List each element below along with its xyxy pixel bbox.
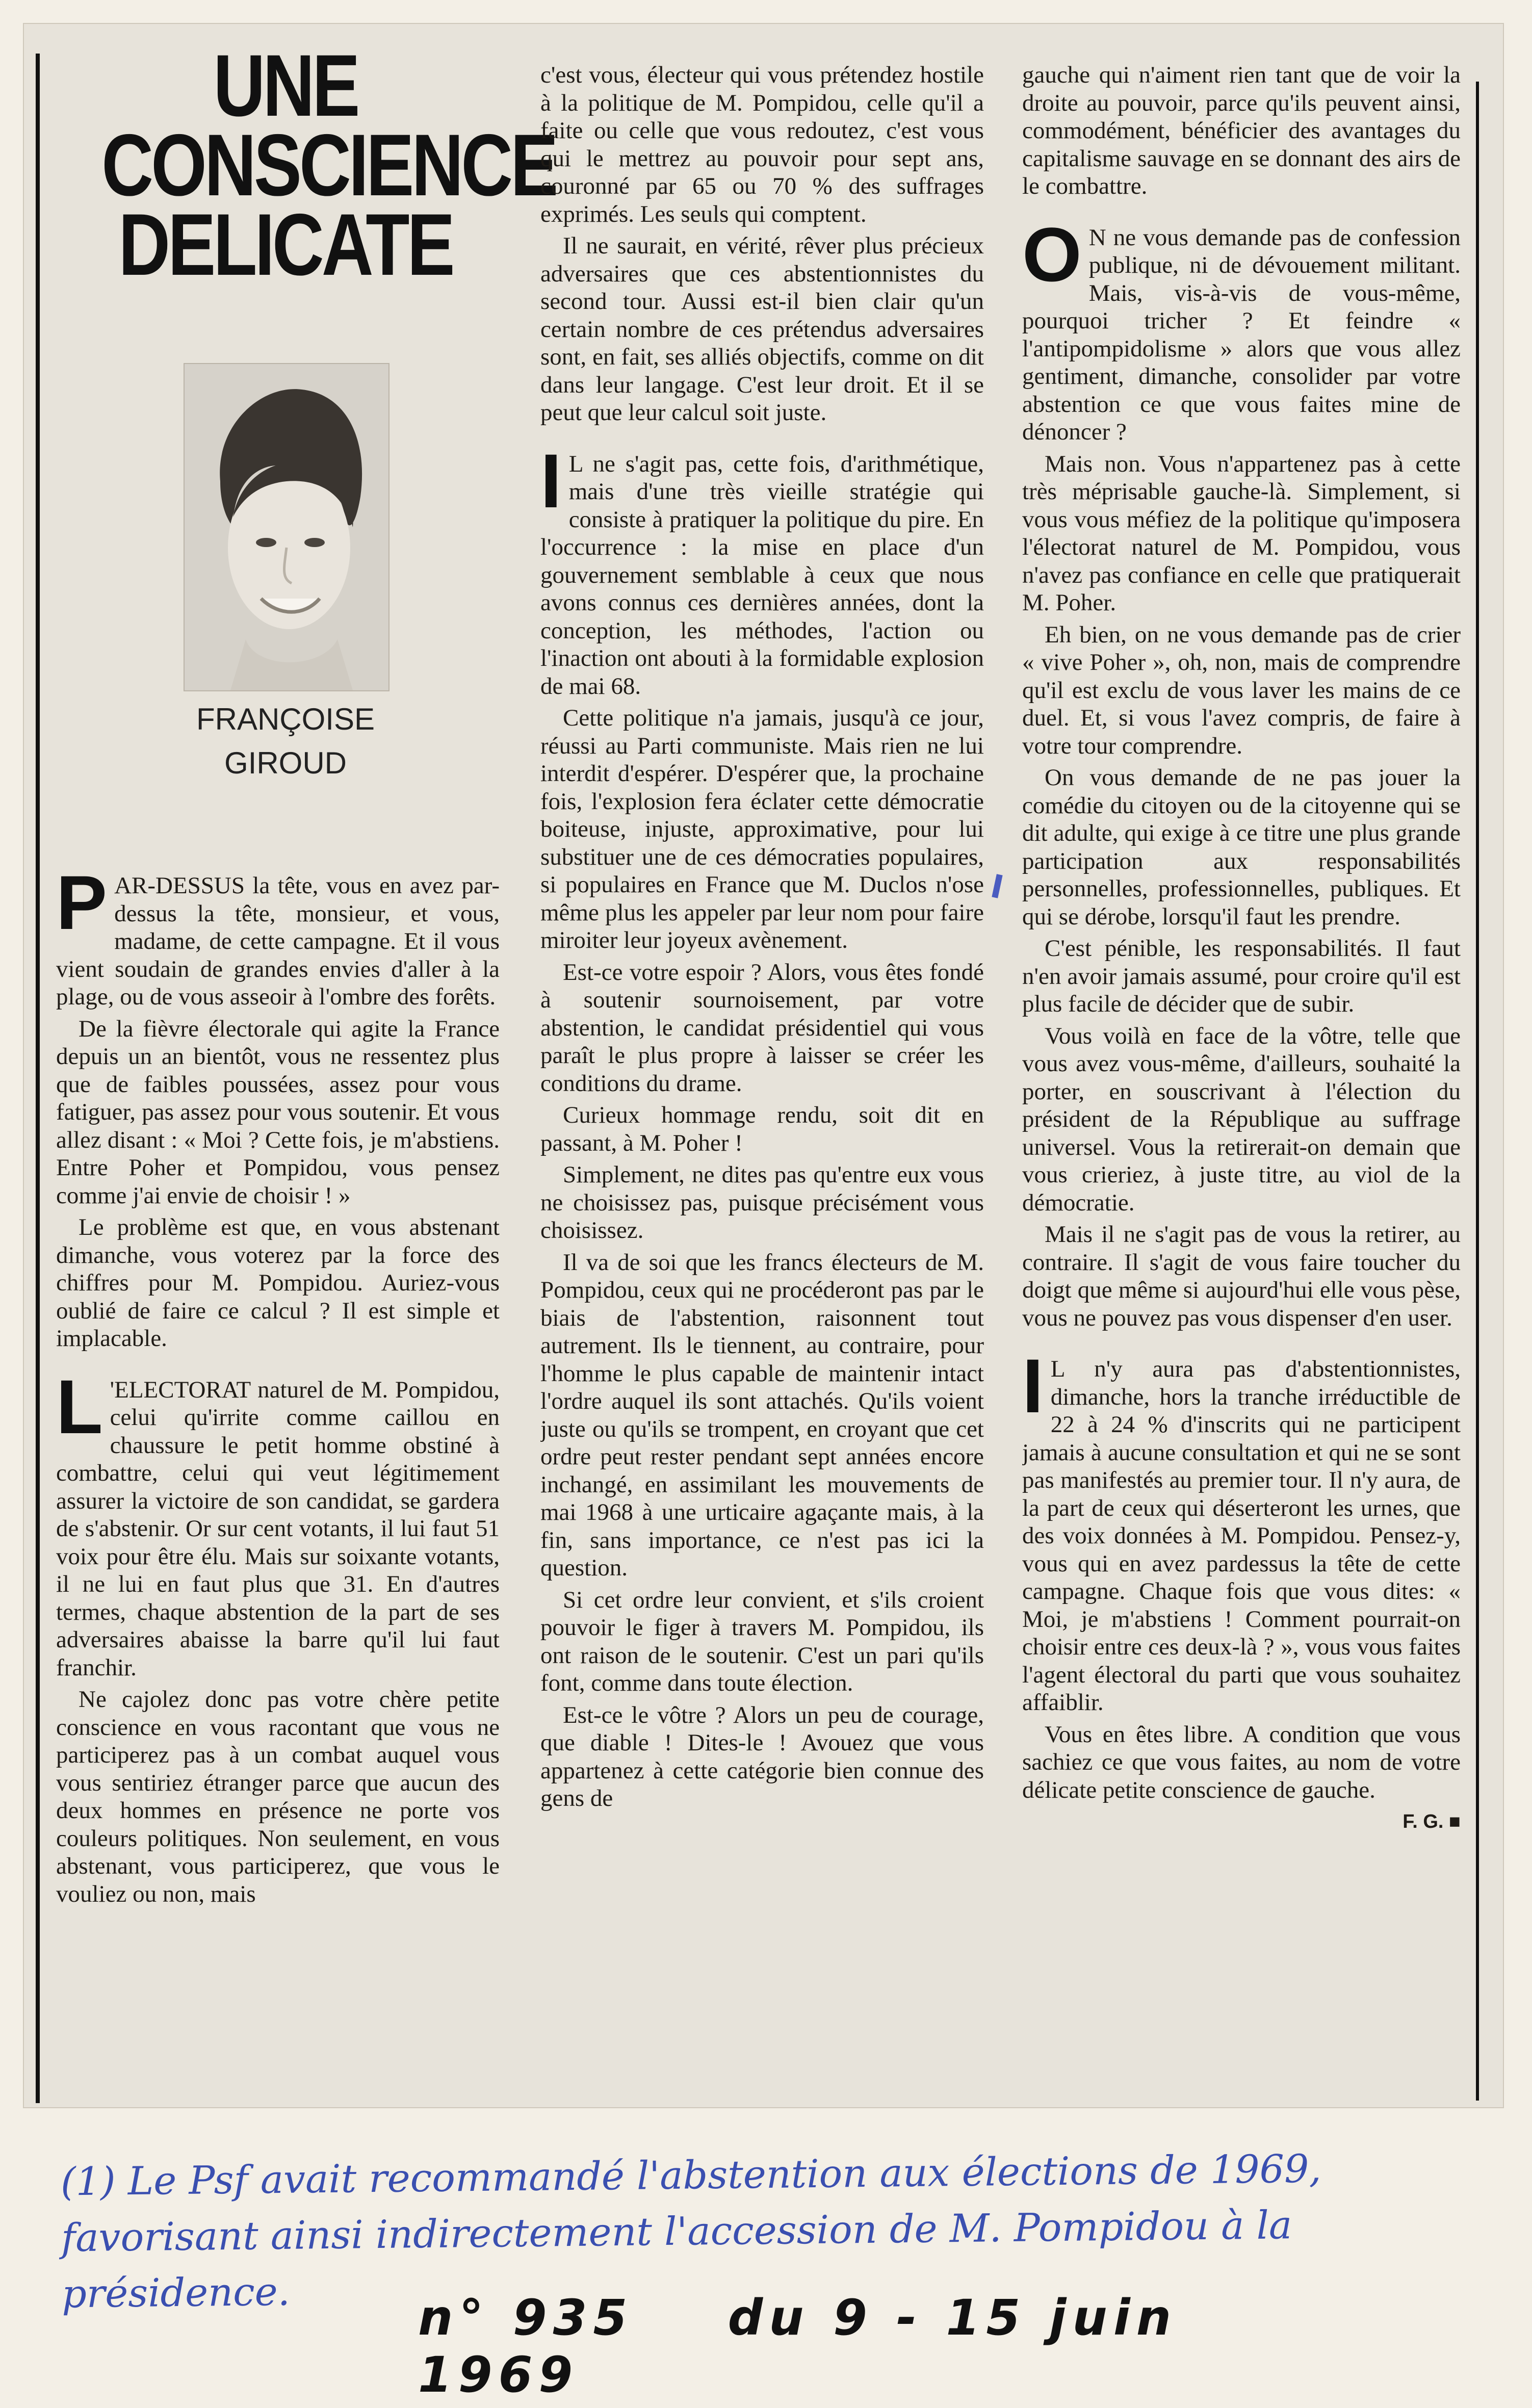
paragraph: Ne cajolez donc pas votre chère petite conscience en vous racontant que vous ne participerez pas à un combat auquel vous vous sentiriez étranger parce que aucun des deux hommes en présence ne porte vos couleurs politiques. Non seulement, en vous abstenant, vous participerez, que vous le vouliez ou non, mais [56,1686,500,1907]
paragraph: Mais non. Vous n'appartenez pas à cette très méprisable gauche-là. Simplement, si vous vous méfiez de la politique qu'imposera l'électorat naturel de M. Pompidou, vous n'avez pas confiance en celle que pratiquerait M. Poher. [1022,450,1461,616]
right-column-rule [1476,82,1479,2101]
drop-cap: L [56,1363,103,1449]
paragraph: Cette politique n'a jamais, jusqu'à ce jour, réussi au Parti communiste. Mais rien ne lui interdit d'espérer. D'espérer que, la prochaine fois, l'explosion fera éclater cette démocratie boiteuse, injuste, approximative, pour lui substituer une de ces démocraties populaires, si populaires en France que M. Duclos n'ose même plus les appeler par leur nom pour faire miroiter leur joyeux avènement. [540,705,984,953]
author-last-name: GIROUD [224,746,347,780]
paragraph: Vous voilà en face de la vôtre, telle que vous avez vous-même, d'ailleurs, souhaité la porter, en souscrivant à l'élection du président de la République au suffrage universel. Vous la retirerait-on demain que vous crieriez, à juste titre, au viol de la démocratie. [1022,1022,1461,1216]
author-byline [133,697,438,785]
paragraph: Curieux hommage rendu, soit dit en passant, à M. Poher ! [540,1102,984,1156]
author-first-name: FRANÇOISE [196,702,375,736]
paragraph: Est-ce votre espoir ? Alors, vous êtes fondé à soutenir sournoisement, par votre abstention, le candidat présidentiel qui vous paraît le plus propre à laisser se créer les conditions du drame. [540,959,984,1097]
paragraph: Le problème est que, en vous abstenant dimanche, vous voterez par la force des chiffres pour M. Pompidou. Auriez-vous oublié de faire ce calcul ? Il est simple et implacable. [56,1214,500,1352]
paragraph: I L n'y aura pas d'abstentionnistes, dimanche, hors la tranche irréductible de 22 à 24 % d'inscrits qui ne participent jamais à aucune consultation et qui ne se sont pas manifestés au premier tour. Il n'y aura, de la part de ceux qui déserteront les urnes, que des voix données à M. Pompidou. Pensez-y, vous qui en avez pardessus la tête de cette campagne. Chaque fois que vous dites: « Moi, je m'abstiens ! Comment pourrait-on choisir entre ces deux-là ? », vous vous faites l'agent électoral du parti que vous souhaitez affaiblir. [1022,1343,1461,1716]
article-column-2 [540,61,984,2080]
headline-line-2: CONSCIENCE [101,116,556,214]
portrait-illustration [185,364,388,690]
headline-line-1: UNE [213,37,358,135]
paragraph: C'est pénible, les responsabilités. Il faut n'en avoir jamais assumé, pour croire qu'il est plus facile de décider que de subir. [1022,935,1461,1017]
paragraph: c'est vous, électeur qui vous prétendez hostile à la politique de M. Pompidou, celle qu'il a faite ou celle que vous redoutez, c'est vous qui le mettrez au pouvoir pour sept ans, couronné par 65 ou 70 % des suffrages exprimés. Les seuls qui comptent. [540,62,984,227]
article-column-3 [1022,61,1461,2080]
paragraph: gauche qui n'aiment rien tant que de voir la droite au pouvoir, parce qu'ils peuvent ainsi, commodément, bénéficier des avantages du capitalisme sauvage en se donnant des airs de le combattre. [1022,62,1461,199]
paragraph: O N ne vous demande pas de confession publique, ni de dévouement militant. Mais, vis-à-vis de vous-même, pourquoi tricher ? Et feindre « l'antipompidolisme » alors que vous allez gentiment, dimanche, consolider par votre abstention ce que vous faites mine de dénoncer ? [1022,211,1461,445]
author-signature: F. G. ■ [1403,1811,1461,1832]
article-headline [101,37,556,294]
paragraph: PAR-DESSUS la tête, vous en avez par-dessus la tête, monsieur, et vous, madame, de cette campagne. Et il vous vient soudain de grandes envies d'aller à la plage, ou de vous asseoir à l'ombre des forêts. [56,872,500,1010]
paragraph: Est-ce le vôtre ? Alors un peu de courage, que diable ! Dites-le ! Avouez que vous appartenez à cette catégorie bien connue des gens de [540,1701,984,1811]
author-photo [184,363,390,691]
headline-line-3: DELICATE [118,196,453,294]
drop-cap: P [56,872,108,945]
paragraph: Il va de soi que les francs électeurs de M. Pompidou, ceux qui ne procéderont pas par le biais de l'abstention, raisonnent tout autrement. Ils le tiennent, au contraire, pour l'homme le plus capable de maintenir intact l'ordre auquel ils sont attachés. Qu'ils voient juste ou qu'ils se trompent, en croyant que cet ordre peut rester pendant sept années encore inchangé, en assimilant les mouvements de mai 1968 à une urticaire agaçante mais, à la fin, sans importance, ce n'est pas ici la question. [540,1249,984,1581]
paragraph: De la fièvre électorale qui agite la France depuis un an bientôt, vous ne ressentez plus que de faibles poussées, assez pour vous fatiguer, pas assez pour vous soutenir. Et vous allez disant : « Moi ? Cette fois, je m'abstiens. Entre Poher et Pompidou, vous pensez comme j'ai envie de choisir ! » [56,1015,500,1209]
issue-date: du 9 - 15 juin 1969 [418,2289,1178,2403]
paragraph: Il ne saurait, en vérité, rêver plus précieux adversaires que ces abstentionnistes du second tour. Aussi est-il bien clair qu'un certain nombre de ces prétendus adversaires sont, en fait, ses alliés objectifs, comme on dit dans leur langage. C'est leur droit. Et il se peut que leur calcul soit juste. [540,232,984,426]
paragraph: I L ne s'agit pas, cette fois, d'arithmétique, mais d'une très vieille stratégie qui consiste à pratiquer la politique du pire. En l'occurrence : la mise en place d'un gouvernement semblable à ceux que nous avons connus ces dernières années, dont la conception, les méthodes, l'action ou l'inaction ont abouti à la formidable explosion de mai 68. [540,437,984,700]
drop-cap: I [1022,1343,1044,1429]
issue-number: n° 935 [418,2289,634,2346]
paragraph: On vous demande de ne pas jouer la comédie du citoyen ou de la citoyenne qui se dit adulte, qui exige à ce titre une plus grande participation aux responsabilités personnelles, professionnelles, publiques. Et qui se dérobe, lorsqu'il faut les prendre. [1022,764,1461,930]
handwritten-issue-reference [418,2289,1387,2403]
left-column-rule [36,54,40,2103]
paragraph: Mais il ne s'agit pas de vous la retirer, au contraire. Il s'agit de vous faire toucher du doigt que même si aujourd'hui elle vous pèse, vous ne pouvez pas vous dispenser d'en user. [1022,1221,1461,1331]
paragraph: Si cet ordre leur convient, et s'ils croient pouvoir le figer à travers M. Pompidou, ils ont raison de le soutenir. C'est un pari qu'ils font, comme dans toute élection. [540,1586,984,1696]
paragraph: Eh bien, on ne vous demande pas de crier « vive Poher », oh, non, mais de comprendre qu'il est exclu de vous laver les mains de ce duel. Et, si vous l'avez compris, de faire à votre tour comprendre. [1022,621,1461,759]
handwritten-footnote: (1) Le Psf avait recommandé l'abstention aux élections de 1969, favorisant ainsi indirectement l'accession de M. Pompidou à la présidence. [60,2145,1321,2317]
paragraph: L 'ELECTORAT naturel de M. Pompidou, celui qu'irrite comme caillou en chaussure le petit homme obstiné à combattre, celui qui veut légitimement assurer la victoire de son candidat, se gardera de s'abstenir. Or sur cent votants, il lui faut 51 voix pour être élu. Mais sur soixante votants, il ne lui en faut plus que 31. En d'autres termes, chaque abstention de la part de ses adversaires abaisse la barre qu'il lui faut franchir. [56,1363,500,1681]
paragraph: Vous en êtes libre. A condition que vous sachiez ce que vous faites, au nom de votre délicate petite conscience de gauche. [1022,1721,1461,1803]
paragraph: Simplement, ne dites pas qu'entre eux vous ne choisissez pas, puisque précisément vous choisissez. [540,1161,984,1244]
article-column-1 [56,872,500,2080]
drop-cap: O [1022,211,1082,297]
drop-cap: I [540,437,562,524]
